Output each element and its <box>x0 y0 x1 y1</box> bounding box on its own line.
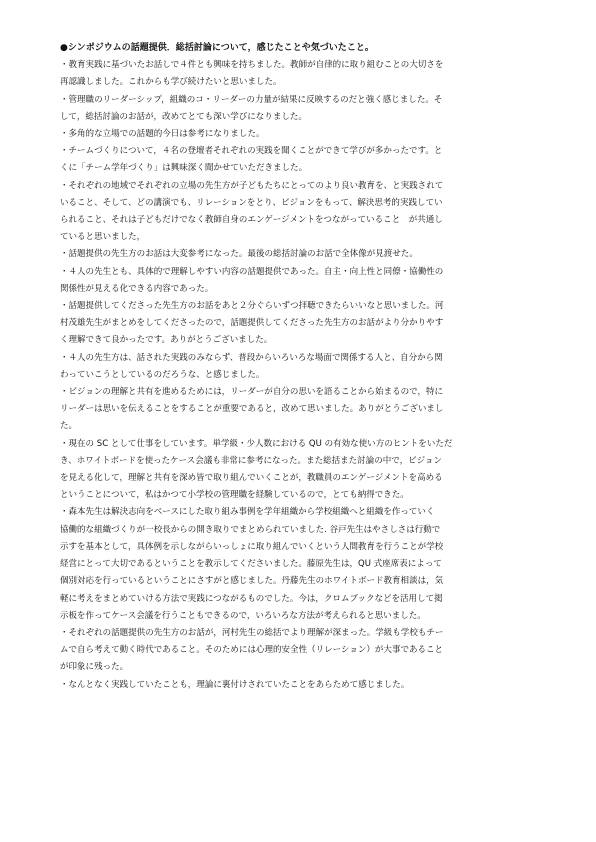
comment-line: た。 <box>60 421 78 432</box>
comment-line: られること、それは子どもだけでなく教師自身のエンゲージメントをつながっていること が共通し <box>60 215 443 226</box>
comment-line: 軽に考えをまとめていける方法で実践につながるものでした。今は，クロムブックなどを活用して掲 <box>60 593 443 604</box>
comment-item <box>60 57 542 91</box>
comment-line: 村茂雄先生がまとめをしてくださったので，話題提供してくださった先生方のお話がより分かりやす <box>60 318 444 329</box>
comment-line: ・それぞれの話題提供の先生方のお話が，河村先生の総括でより理解が深まった。学級も学校もチー <box>60 627 444 638</box>
comment-item <box>60 350 542 384</box>
comment-line: ・森本先生は解決志向をベースにした取り組み事例を学年組織から学校組織へと組織を作っていく <box>60 507 435 518</box>
comment-line: ていると思いました， <box>60 232 146 243</box>
comment-line: ・管理職のリーダーシップ，組織のコ・リーダーの力量が結果に反映するのだと強く感じました。そ <box>60 94 443 105</box>
comment-item <box>60 126 542 143</box>
comment-line: ・現在の SC として仕事をしています。単学級・少人数における QU の有効な使い方のヒントをいただ <box>60 438 453 449</box>
comment-line: 協働的な組織づくりが一校長からの開き取りでまとめられていました. 谷戸先生はやさしさは行動で <box>60 524 441 535</box>
comment-line: ・ビジョンの理解と共有を進めるためには，リーダーが自分の思いを語ることから始まるので，特に <box>60 387 444 398</box>
comment-line: して，総括討論のお話が，改めてとても深い学びになりました。 <box>60 111 307 122</box>
comment-item <box>60 298 542 350</box>
comment-line: く理解できて良かったです。ありがとうございました。 <box>60 335 273 346</box>
comment-item <box>60 677 542 694</box>
comment-list <box>60 57 542 694</box>
comment-line: ・話題提供の先生方のお話は大変参考になった。最後の総括討論のお話で全体像が見渡せた。 <box>60 249 418 260</box>
comment-item <box>60 264 542 298</box>
comment-line: ということについて，私はかつて小学校の管理職を経験しているので，とても納得できた。 <box>60 490 409 501</box>
survey-comments-page <box>60 40 542 694</box>
section-heading: ●シンポジウムの話題提供．総括討論について，感じたことや気づいたこと。 <box>60 43 374 53</box>
comment-item <box>60 143 542 177</box>
comment-line: 個別対応を行っているということにさすがと感じました。丹藤先生のホワイトボード教育相談は，気 <box>60 576 444 587</box>
comment-item <box>60 384 542 436</box>
comment-line: が印象に残った。 <box>60 662 129 673</box>
comment-line: リーダーは思いを伝えることをすることが重要であると，改めて思いました。ありがとうございまし <box>60 404 444 415</box>
comment-line: き、ホワイトボードを使ったケース会議も非常に参考になった。また総括また討論の中で，ビジョン <box>60 455 443 466</box>
comment-line: ・それぞれの地域でそれぞれの立場の先生方が子どもたちにとってのより良い教育を、と実践されて <box>60 180 444 191</box>
comment-line: ・４人の先生方は、話された実践のみならず、普段からいろいろな場面で関係する人と、自分から関 <box>60 352 443 363</box>
comment-line: ・チームづくりについて，４名の登壇者それぞれの実践を聞くことができて学びが多かったです。と <box>60 146 443 157</box>
comment-line: くに「チーム学年づくり」は興味深く聞かせていただきました。 <box>60 163 308 174</box>
comment-line: ・４人の先生とも、具体的で理解しやすい内容の話題提供であった。自主・向上性と同僚・協働性の <box>60 266 444 277</box>
comment-line: ムで自ら考えて動く時代であること。そのためには心理的安全性（リレーション）が大事であること <box>60 645 444 656</box>
comment-line: ・多角的な立場での話題的今日は参考になりました。 <box>60 129 265 140</box>
comment-line: 関係性が見える化できる内容であった。 <box>60 283 214 294</box>
comment-item <box>60 178 542 247</box>
comment-line: いること、そして、どの講演でも、リレーションをとり、ビジョンをもって、解決思考的実践してい <box>60 197 443 208</box>
comment-item <box>60 92 542 126</box>
comment-item <box>60 625 542 677</box>
comment-line: 示すを基本として，具体例を示しながらいっしょに取り組んでいくという人間教育を行うことが学校 <box>60 541 444 552</box>
comment-line: ・なんとなく実践していたことも，理論に裏付けされていたことをあらためて感じました。 <box>60 679 410 690</box>
comment-line: わっていこうとしているのだろうな、と感じました。 <box>60 369 265 380</box>
comment-line: 再認識しました。これからも学び続けたいと思いました。 <box>60 77 282 88</box>
comment-item <box>60 436 542 505</box>
comment-line: を見える化して，理解と共有を深め皆で取り組んでいくことが，教職員のエンゲージメントを高める <box>60 473 443 484</box>
comment-line: 示板を作ってケース会議を行うこともできるので，いろいろな方法が考えられると思いました。 <box>60 610 426 621</box>
comment-line: ・教育実践に基づいたお話しで４件とも興味を持ちました。教師が自律的に取り組むことの大切さを <box>60 60 444 71</box>
comment-line: ・話題提供してくださった先生方のお話をあと２分ぐらいずつ拝聴できたらいいなと思いました。河 <box>60 301 444 312</box>
comment-item <box>60 246 542 263</box>
comment-line: 経営にとって大切であるということを教示してくださいました。藤原先生は，QU 式座席表によって <box>60 559 442 570</box>
comment-item <box>60 504 542 624</box>
